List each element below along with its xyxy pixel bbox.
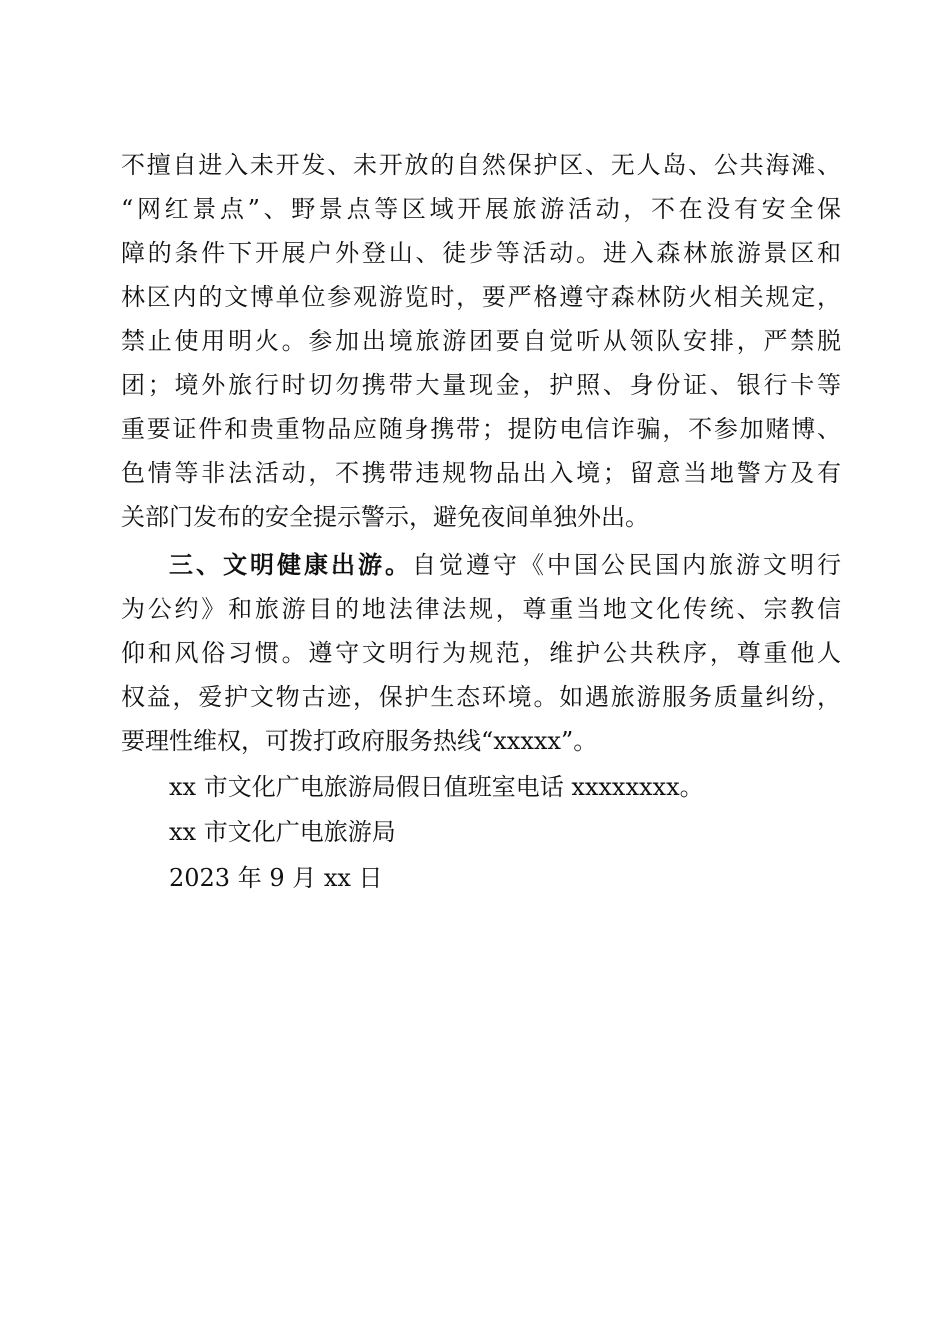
section-first-line-text: 自觉遵守《中国公民国内旅游文明行: [412, 551, 841, 579]
paragraph-line: 禁止使用明火。参加出境旅游团要自觉听从领队安排，严禁脱: [121, 327, 841, 355]
paragraph-line: 不擅自进入未开发、未开放的自然保护区、无人岛、公共海滩、: [121, 151, 841, 179]
section-heading: 三、文明健康出游。: [169, 551, 412, 579]
paragraph-line: 权益，爱护文物古迹，保护生态环境。如遇旅游服务质量纠纷，: [121, 683, 841, 711]
paragraph-line: 仰和风俗习惯。遵守文明行为规范，维护公共秩序，尊重他人: [121, 639, 841, 667]
paragraph-line: “网红景点”、野景点等区域开展旅游活动，不在没有安全保: [121, 195, 841, 223]
paragraph-line: 要理性维权，可拨打政府服务热线“xxxxx”。: [121, 727, 598, 755]
paragraph-line: 重要证件和贵重物品应随身携带；提防电信诈骗，不参加赌博、: [121, 415, 841, 443]
paragraph-line: 团；境外旅行时切勿携带大量现金，护照、身份证、银行卡等: [121, 371, 841, 399]
paragraph-line: 林区内的文博单位参观游览时，要严格遵守森林防火相关规定，: [121, 283, 841, 311]
paragraph-line: 色情等非法活动，不携带违规物品出入境；留意当地警方及有: [121, 459, 841, 487]
signature-organization: xx 市文化广电旅游局: [169, 818, 396, 846]
duty-phone-line: xx 市文化广电旅游局假日值班室电话 xxxxxxxx。: [169, 773, 704, 801]
signature-date: 2023 年 9 月 xx 日: [169, 864, 383, 892]
paragraph-line: 关部门发布的安全提示警示，避免夜间单独外出。: [121, 503, 649, 531]
paragraph-line: 障的条件下开展户外登山、徒步等活动。进入森林旅游景区和: [121, 239, 841, 267]
section-first-line: [169, 543, 841, 587]
paragraph-line: 为公约》和旅游目的地法律法规，尊重当地文化传统、宗教信: [121, 595, 841, 623]
